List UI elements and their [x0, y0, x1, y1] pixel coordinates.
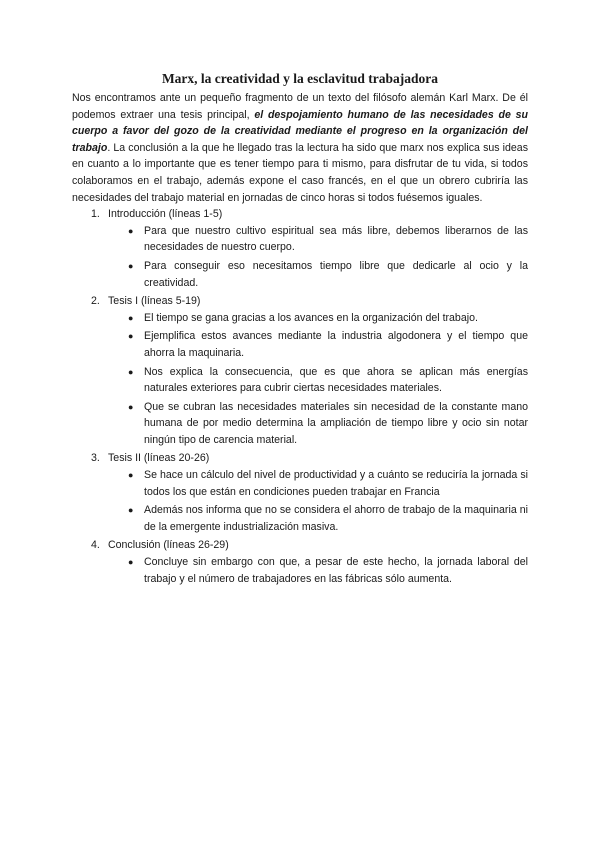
bullet-dot-icon: ● [128, 312, 134, 323]
section-heading-text: Tesis I (líneas 5-19) [108, 295, 201, 308]
bullet-text: Además nos informa que no se considera el ahorro de trabajo de la maquinaria ni de la emergente industrialización masiva. [144, 504, 528, 533]
outline-section [72, 450, 528, 535]
bullet-dot-icon: ● [128, 366, 134, 377]
bullet-dot-icon: ● [128, 557, 134, 568]
bullet-text: Se hace un cálculo del nivel de productividad y a cuánto se reduciría la jornada si todos los que están en condiciones pueden trabajar en Francia [144, 469, 528, 498]
outline-section [72, 206, 528, 291]
bullet-dot-icon: ● [128, 470, 134, 481]
section-heading-text: Tesis II (líneas 20-26) [108, 452, 210, 465]
section-number: 2. [91, 295, 100, 308]
bullet-text: Nos explica la consecuencia, que es que ahora se aplican más energías naturales exteriores para cubrir ciertas necesidades materiales. [144, 365, 528, 395]
bullet-dot-icon: ● [128, 401, 134, 412]
section-heading [72, 206, 528, 223]
bullet-item [72, 223, 528, 256]
section-heading-text: Introducción (líneas 1-5) [108, 208, 223, 221]
section-number: 3. [91, 452, 100, 465]
bullet-dot-icon: ● [128, 225, 134, 236]
intro-text-part1: Nos encontramos ante un pequeño fragmento de un texto del filósofo alemán Karl Marx. De él podemos extraer una tesis principal, [72, 92, 528, 121]
bullet-list [72, 310, 528, 449]
bullet-text: Concluye sin embargo con que, a pesar de este hecho, la jornada laboral del trabajo y el número de trabajadores en las fábricas sólo aumenta. [144, 556, 528, 585]
bullet-dot-icon: ● [128, 505, 134, 516]
section-number: 4. [91, 539, 100, 552]
bullet-item [72, 310, 528, 327]
section-heading [72, 293, 528, 310]
bullet-text: Para conseguir eso necesitamos tiempo libre que dedicarle al ocio y la creatividad. [144, 259, 528, 289]
bullet-item [72, 364, 528, 397]
intro-paragraph [72, 90, 528, 206]
bullet-dot-icon: ● [128, 260, 134, 271]
outline-list [72, 206, 528, 587]
bullet-list [72, 554, 528, 587]
intro-text-part2: . La conclusión a la que he llegado tras la lectura ha sido que marx nos explica sus ideas en cuanto a lo importante que es tener tiempo para ti mismo, para disfrutar de tu vida, si todos colaboramos en el trabajo, además expone el caso francés, en el que un obrero cubriría las necesidades del trabajo material en jornadas de cinco horas si todos fuésemos iguales. [72, 141, 528, 204]
bullet-item [72, 258, 528, 291]
section-heading-text: Conclusión (líneas 26-29) [108, 539, 229, 552]
section-number: 1. [91, 208, 100, 221]
bullet-item [72, 328, 528, 361]
outline-section [72, 293, 528, 448]
bullet-list [72, 467, 528, 535]
bullet-item [72, 467, 528, 500]
bullet-text: Ejemplifica estos avances mediante la industria algodonera y el tiempo que ahorra la maquinaria. [144, 330, 528, 359]
bullet-list [72, 223, 528, 291]
section-heading [72, 450, 528, 467]
outline-section [72, 537, 528, 587]
bullet-dot-icon: ● [128, 331, 134, 342]
bullet-item [72, 502, 528, 535]
bullet-item [72, 399, 528, 449]
bullet-item [72, 554, 528, 587]
bullet-text: El tiempo se gana gracias a los avances en la organización del trabajo. [144, 311, 478, 324]
document-title: Marx, la creatividad y la esclavitud trabajadora [161, 71, 439, 86]
bullet-text: Para que nuestro cultivo espiritual sea más libre, debemos liberarnos de las necesidades de nuestro cuerpo. [144, 224, 528, 254]
bullet-text: Que se cubran las necesidades materiales sin necesidad de la constante mano humana de por medio determina la ampliación de tiempo libre y ocio sin notar ningún tipo de carencia material. [144, 400, 528, 446]
section-heading [72, 537, 528, 554]
intro-thesis: el despojamiento humano de las necesidades de su cuerpo a favor del gozo de la creatividad mediante el progreso en la organización del trabajo [72, 108, 529, 154]
